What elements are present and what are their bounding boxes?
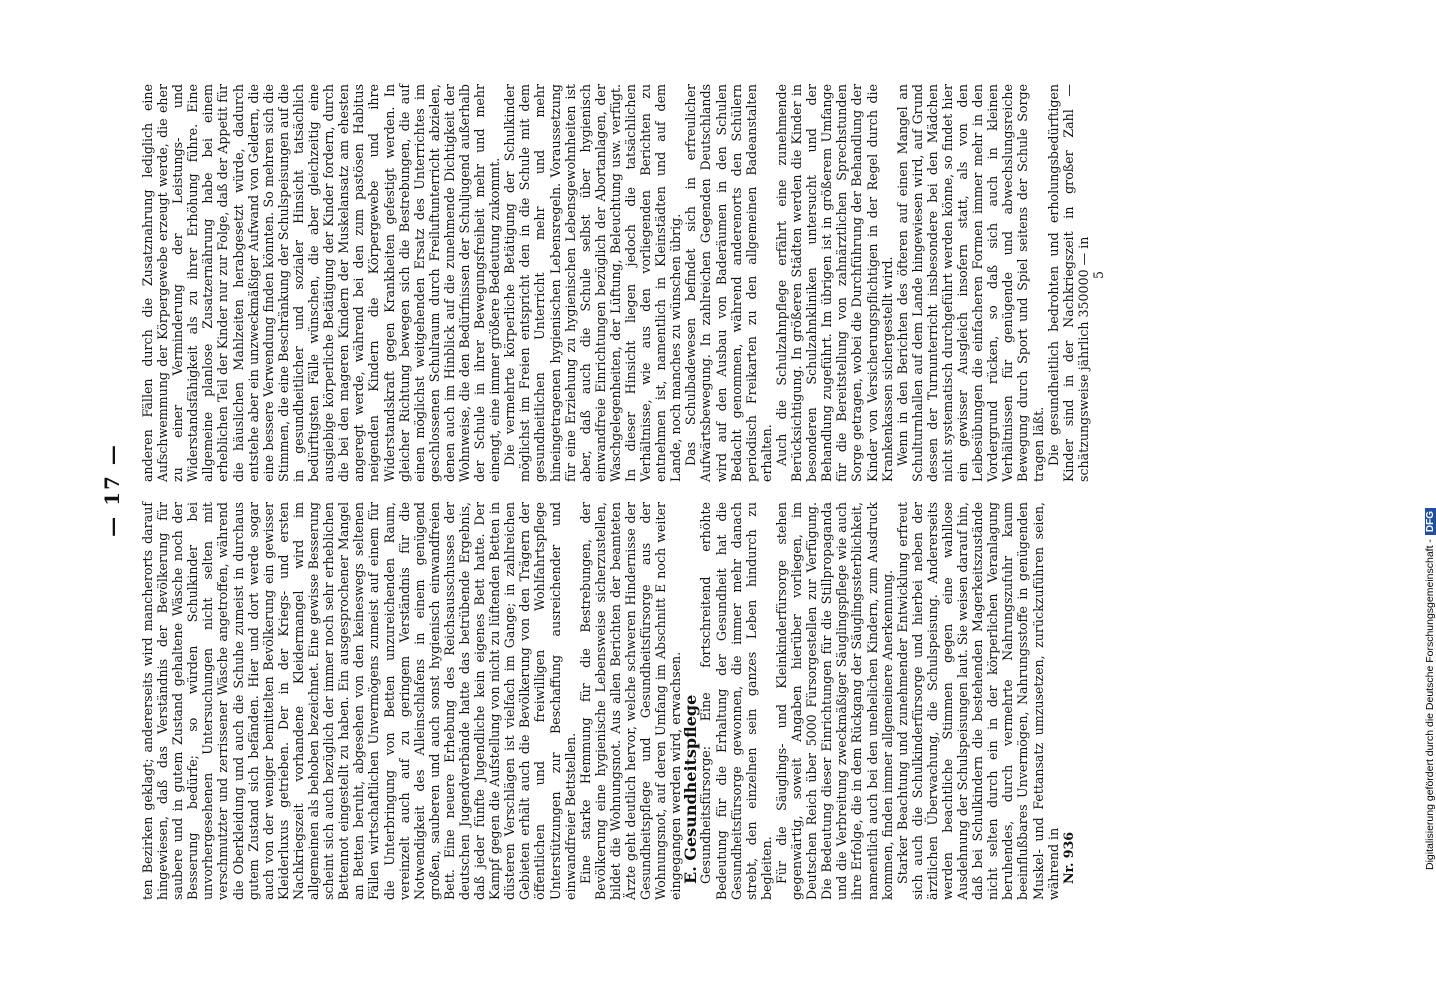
paragraph: Die vermehrte körperliche Betätigung der Schulkinder möglichst im Freien entspricht den in die Schule mit dem gesundheitlichen Unterricht mehr und mehr hineingetragenen hygienischen Lebensregeln. Voraussetzung für eine Erziehung zu hygienischen Lebensgewohnheiten ist aber, daß auch die Schule selbst über hygienisch einwandfreie Einrichtungen bezüglich der Abortanlagen, der Waschgelegenheiten, der Lüftung, Beleuchtung usw. verfügt. In dieser Hinsicht liegen jedoch die tatsächlichen Verhältnisse, wie aus den vorliegenden Berichten zu entnehmen ist, namentlich in Kleinstädten und auf dem Lande, noch manches zu wünschen übrig. (502, 84, 684, 482)
footnote-number: 5 (1090, 271, 1106, 280)
page-number-header: — 17 — (100, 443, 124, 537)
paragraph: Gesundheitsfürsorge: Eine fortschreitend erhöhte Bedeutung für die Erhaltung der Gesundheit hat die Gesundheitsfürsorge gewonnen, die immer mehr danach strebt, den einzelnen sein ganzes Leben hindurch zu begleiten. (698, 502, 774, 900)
dfg-logo: DFG (1425, 508, 1436, 535)
paragraph: Das Schulbadewesen befindet sich in erfreulicher Aufwärtsbewegung. In zahlreichen Gegenden Deutschlands wird auf den Ausbau von Baderäumen in den Schulen Bedacht genommen, während anderenorts den Schülern periodisch Freikarten zu den allgemeinen Badeanstalten erhalten. (683, 84, 774, 482)
paragraph: anderen Fällen durch die Zusatznahrung lediglich eine Aufschwemmung der Körpergewebe erzeugt werde, die eher zu einer Verminderung der Leistungs- und Widerstandsfähigkeit als zu ihrer Erhöhung führe. Eine allgemeine planlose Zusatzernährung habe bei einem erheblichen Teil der Kinder nur zur Folge, daß der Appetit für die häuslichen Mahlzeiten herabgesetzt würde, dadurch entstehe aber ein unzweckmäßiger Aufwand von Geldern, die eine bessere Verwendung finden könnten. So mehren sich die Stimmen, die eine Beschränkung der Schulspeisungen auf die in gesundheitlicher und sozialer Hinsicht tatsächlich bedürftigsten Fälle wünschen, die aber gleichzeitig eine ausgiebige körperliche Betätigung der Kinder fordern, durch die bei den mageren Kindern der Muskelansatz am ehesten angeregt werde, während bei den zum pastösen Habitus neigenden Kindern die Körpergewebe und ihre Widerstandskraft gegen Krankheiten gefestigt werden. In gleicher Richtung bewegen sich die Bestrebungen, die auf einen möglichst weitgehenden Ersatz des Unterrichtes im geschlossenen Schulraum durch Freiluftunterricht abzielen, denen auch im Hinblick auf die zunehmende Dichtigkeit der Wohnweise, die den Bedürfnissen der Schuljugend außerhalb der Schule in ihrer Bewegungsfreiheit mehr und mehr einengt, eine immer größere Bedeutung zukommt. (140, 84, 503, 482)
rotated-page-content (100, 80, 1340, 900)
paragraph: Die gesundheitlich bedrohten und erholungsbedürftigen Kinder sind in der Nachkriegszeit in großer Zahl — schätzungsweise jährlich 350000 — in (1045, 84, 1091, 482)
section-heading: E. Gesundheitspflege (681, 694, 701, 884)
paragraph: ten Bezirken geklagt; andererseits wird mancherorts darauf hingewiesen, daß das Verständnis der Bevölkerung für saubere und in gutem Zustand gehaltene Wäsche noch der Besserung bedürfe; so würden Schulkinder bei unvorhergesehenen Untersuchungen nicht selten mit verschmutzter und zerrissener Wäsche angetroffen, während die Oberkleidung und auch die Schuhe zumeist in durchaus gutem Zustand sich befänden. Hier und dort werde sogar auch von der weniger bemittelten Bevölkerung ein gewisser Kleiderluxus getrieben. Der in der Kriegs- und ersten Nachkriegszeit vorhandene Kleidermangel wird im allgemeinen als behoben bezeichnet. Eine gewisse Besserung scheint sich auch bezüglich der immer noch sehr erheblichen Bettennot eingestellt zu haben. Ein ausgesprochener Mangel an Betten beruht, abgesehen von den keineswegs seltenen Fällen wirtschaftlichen Unvermögens zumeist auf einem für die Unterbringung von Betten unzureichenden Raum, vereinzelt auch auf zu geringem Verständnis für die Notwendigkeit des Alleinschlafens in einem genügend großen, sauberen und auch sonst hygienisch einwandfreien Bett. Eine neuere Erhebung des Reichsausschusses der deutschen Jugendverbände hatte das betrübende Ergebnis, daß jeder fünfte Jugendliche kein eigenes Bett hatte. Der Kampf gegen die Aufstellung von nicht zu lüftenden Betten in düsteren Verschlägen ist vielfach im Gange; in zahlreichen Gebieten erhält auch die Bevölkerung von den Trägern der öffentlichen und freiwilligen Wohlfahrtspflege Unterstützungen zur Beschaffung ausreichender und einwandfreier Bettstellen. (140, 502, 578, 900)
paragraph: Starker Beachtung und zunehmender Entwicklung erfreut sich auch die Schulkinderfürsorge und hierbei neben der ärztlichen Überwachung, die Schulspeisung. Andererseits werden beachtliche Stimmen gegen eine wahllose Ausdehnung der Schulspeisungen laut. Sie weisen darauf hin, daß bei Schulkindern die bestehenden Magerkeitszustände nicht selten durch ein in der körperlichen Veranlagung beruhendes, durch vermehrte Nahrungszufuhr kaum beeinflußbares Unvermögen, Nahrungsstoffe in genügenden Muskel- und Fettansatz umzusetzen, zurückzuführen seien, während in (894, 502, 1061, 900)
paragraph: Auch die Schulzahnpflege erfährt eine zunehmende Berücksichtigung. In größeren Städten werden die Kinder in besonderen Schulzahnkliniken untersucht und der Behandlung zugeführt. Im übrigen ist in größerem Umfange für die Bereitstellung von zahnärztlichen Sprechstunden Sorge getragen, wobei die Durchführung der Behandlung der Kinder von Versicherungspflichtigen in der Regel durch die Krankenkassen sichergestellt wird. (773, 84, 895, 482)
credit-text: Digitalisierung gefördert durch die Deutsche Forschungsgemeinschaft - (1424, 539, 1436, 870)
digitization-credit (1424, 508, 1436, 870)
paragraph: Wenn in den Berichten des öfteren auf einen Mangel an Schulturnhallen auf dem Lande hingewiesen wird, auf Grund dessen der Turnunterricht insbesondere bei den Mädchen nicht systematisch durchgeführt werden könne, so findet hier ein gewisser Ausgleich insofern statt, als von den Leibesübungen die einfacheren Formen immer mehr in den Vordergrund rücken, so daß sich auch in kleinen Verhältnissen für genügende und abwechslungsreiche Bewegung durch Sport und Spiel seitens der Schule Sorge tragen läßt. (894, 84, 1046, 482)
text-column-right (140, 84, 1106, 482)
text-column-left (140, 502, 1076, 900)
print-code: Nr. 936 (1060, 831, 1076, 884)
paragraph: Für die Säuglings- und Kleinkinderfürsorge stehen gegenwärtig, soweit Angaben hierüber vorliegen, im Deutschen Reich über 5000 Fürsorgestellen zur Verfügung. Die Bedeutung dieser Einrichtungen für die Stillpropaganda und die Verbreitung zweckmäßiger Säuglingspflege wie auch ihre Erfolge, die in dem Rückgang der Säuglingssterblichkeit, namentlich auch bei den unehelichen Kindern, zum Ausdruck kommen, finden immer allgemeinere Anerkennung. (773, 502, 895, 900)
paragraph: Eine starke Hemmung für die Bestrebungen, der Bevölkerung eine hygienische Lebensweise sicherzustellen, bildet die Wohnungsnot. Aus allen Berichten der beamteten Ärzte geht deutlich hervor, welche schweren Hindernisse der Gesundheitspflege und Gesundheitsfürsorge aus der Wohnungsnot, auf deren Umfang im Abschnitt E noch weiter eingegangen werden wird, erwachsen. (577, 502, 684, 900)
